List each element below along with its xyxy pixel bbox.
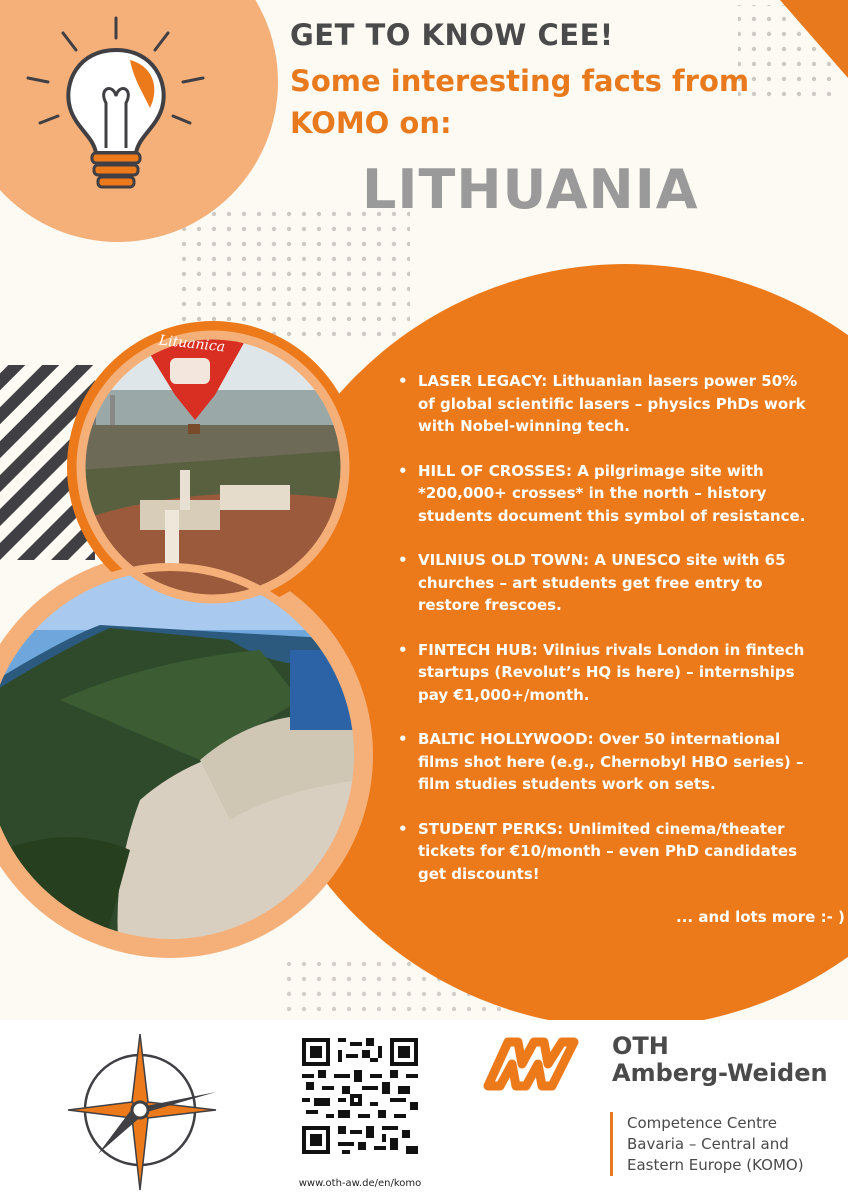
dots-decoration (180, 205, 410, 340)
compass-rose-icon (68, 1034, 218, 1194)
oth-logo (482, 1034, 592, 1092)
website-url[interactable]: www.oth-aw.de/en/komo (298, 1178, 422, 1189)
fact-item: • FINTECH HUB: Vilnius rivals London in fintech startups (Revolut’s HQ is here) – internships pay €1,000+/month. (398, 640, 805, 704)
country-name: LITHUANIA (362, 158, 699, 221)
balloon-text: Lituanica (158, 332, 226, 356)
fact-item: • HILL OF CROSSES: A pilgrimage site with *200,000+ crosses* in the north – history students document this symbol of resistance. (398, 461, 806, 525)
centre-line3: Eastern Europe (KOMO) (627, 1156, 804, 1174)
fact-item: • LASER LEGACY: Lithuanian lasers power 50% of global scientific lasers – physics PhDs work with Nobel-winning tech. (398, 372, 806, 435)
centre-line2: Bavaria – Central and (627, 1135, 789, 1153)
fact-text: HILL OF CROSSES: A pilgrimage site with *200,000+ crosses* in the north – history students document this symbol of resistance. (418, 461, 806, 525)
page-subtitle: Some interesting facts from KOMO on: (290, 64, 750, 140)
more-text: ... and lots more :- ) (676, 908, 845, 926)
fact-text: LASER LEGACY: Lithuanian lasers power 50% of global scientific lasers – physics PhDs work with Nobel-winning tech. (418, 372, 806, 435)
qr-code[interactable] (302, 1038, 418, 1154)
facts-list (396, 370, 816, 907)
org-line2: Amberg-Weiden (612, 1059, 828, 1087)
competence-centre (627, 1113, 804, 1176)
org-name (612, 1033, 828, 1087)
centre-line1: Competence Centre (627, 1114, 778, 1132)
fact-item: • VILNIUS OLD TOWN: A UNESCO site with 65 churches – art students get free entry to restore frescoes. (398, 551, 786, 614)
org-line1: OTH (612, 1032, 669, 1060)
fact-text: FINTECH HUB: Vilnius rivals London in fintech startups (Revolut’s HQ is here) – internships pay €1,000+/month. (418, 640, 805, 704)
fact-text: BALTIC HOLLYWOOD: Over 50 international films shot here (e.g., Chernobyl HBO series) – film studies students work on sets. (418, 730, 804, 793)
fact-item: • BALTIC HOLLYWOOD: Over 50 international films shot here (e.g., Chernobyl HBO series) – film studies students work on sets. (398, 730, 804, 793)
fact-text: VILNIUS OLD TOWN: A UNESCO site with 65 churches – art students get free entry to restore frescoes. (418, 551, 786, 614)
page-title: GET TO KNOW CEE! (290, 18, 614, 52)
lightbulb-icon (18, 8, 208, 198)
centre-bar (610, 1112, 613, 1176)
fact-text: STUDENT PERKS: Unlimited cinema/theater tickets for €10/month – even PhD candidates get discounts! (418, 819, 797, 883)
fact-item: • STUDENT PERKS: Unlimited cinema/theater tickets for €10/month – even PhD candidates get discounts! (398, 819, 797, 883)
